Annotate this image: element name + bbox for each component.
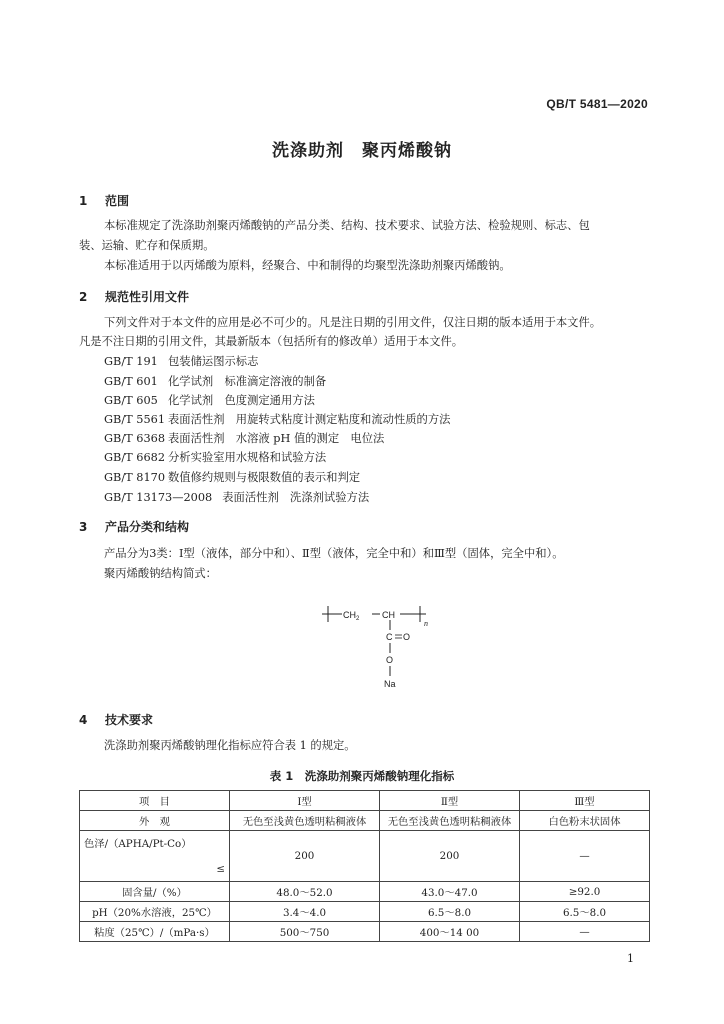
- s3-paragraph-1: 产品分为3类：Ⅰ型（液体，部分中和）、Ⅱ型（液体，完全中和）和Ⅲ型（固体，完全中和）。: [104, 547, 564, 560]
- row-value: 48.0～52.0: [230, 882, 380, 902]
- page-number: 1: [627, 952, 634, 965]
- header-item: 项 目: [80, 791, 230, 811]
- table-row: [80, 882, 650, 902]
- document-title: 洗涤助剂 聚丙烯酸钠: [272, 141, 452, 161]
- row-value: 白色粉末状固体: [520, 811, 650, 831]
- reference-item: GB/T 5561 表面活性剂 用旋转式粘度计测定粘度和流动性质的方法: [104, 413, 451, 426]
- section-1-heading: 1 范围: [79, 194, 130, 208]
- row-value: 43.0～47.0: [380, 882, 520, 902]
- row-value: 6.5～8.0: [380, 902, 520, 922]
- formula-n: n: [424, 619, 428, 628]
- row-value: ≥92.0: [520, 882, 650, 902]
- row-value: —: [520, 831, 650, 882]
- s1-paragraph-1-line-1: 本标准规定了洗涤助剂聚丙烯酸钠的产品分类、结构、技术要求、试验方法、检验规则、标志、包: [104, 219, 590, 232]
- formula-ch2: $CH_2$: [343, 610, 360, 622]
- formula-na: Na: [384, 679, 396, 689]
- row-value: 3.4～4.0: [230, 902, 380, 922]
- spec-table: [79, 790, 650, 942]
- table-header-row: [80, 791, 650, 811]
- s4-paragraph: 洗涤助剂聚丙烯酸钠理化指标应符合表 1 的规定。: [104, 739, 356, 752]
- row-value: 6.5～8.0: [520, 902, 650, 922]
- reference-item: GB/T 13173—2008 表面活性剂 洗涤剂试验方法: [104, 491, 370, 504]
- reference-item: GB/T 605 化学试剂 色度测定通用方法: [104, 394, 315, 407]
- table-row: [80, 922, 650, 942]
- row-value: 500～750: [230, 922, 380, 942]
- reference-item: GB/T 8170 数值修约规则与极限数值的表示和判定: [104, 471, 361, 484]
- header-type-1: Ⅰ型: [230, 791, 380, 811]
- header-type-2: Ⅱ型: [380, 791, 520, 811]
- table-row: [80, 902, 650, 922]
- formula-ch: CH: [382, 610, 395, 620]
- row-value: 无色至浅黄色透明粘稠液体: [380, 811, 520, 831]
- reference-item: GB/T 601 化学试剂 标准滴定溶液的制备: [104, 375, 327, 388]
- table-caption: 表 1 洗涤助剂聚丙烯酸钠理化指标: [269, 769, 455, 783]
- structural-formula: [318, 598, 438, 698]
- table-row: [80, 811, 650, 831]
- s1-paragraph-1-line-2: 装、运输、贮存和保质期。: [79, 239, 215, 252]
- row-value: —: [520, 922, 650, 942]
- section-2-heading: 2 规范性引用文件: [79, 290, 190, 304]
- row-item: pH（20%水溶液，25℃）: [80, 902, 230, 922]
- row-value: 无色至浅黄色透明粘稠液体: [230, 811, 380, 831]
- reference-item: GB/T 191 包装储运图示标志: [104, 355, 259, 368]
- s1-paragraph-2: 本标准适用于以丙烯酸为原料，经聚合、中和制得的均聚型洗涤助剂聚丙烯酸钠。: [104, 259, 511, 272]
- row-item: 色泽/（APHA/Pt-Co） ≤: [80, 831, 230, 882]
- row-value: 200: [380, 831, 520, 882]
- row-item: 粘度（25℃）/（mPa·s）: [80, 922, 230, 942]
- s2-paragraph-line-1: 下列文件对于本文件的应用是必不可少的。凡是注日期的引用文件，仅注日期的版本适用于本文件。: [104, 316, 602, 329]
- row-item: 固含量/（%）: [80, 882, 230, 902]
- section-4-heading: 4 技术要求: [79, 713, 154, 727]
- table-row: [80, 831, 650, 882]
- section-3-heading: 3 产品分类和结构: [79, 520, 190, 534]
- row-item: 外 观: [80, 811, 230, 831]
- s2-paragraph-line-2: 凡是不注日期的引用文件，其最新版本（包括所有的修改单）适用于本文件。: [79, 335, 464, 348]
- reference-item: GB/T 6682 分析实验室用水规格和试验方法: [104, 451, 327, 464]
- formula-o: O: [386, 655, 394, 665]
- header-type-3: Ⅲ型: [520, 791, 650, 811]
- formula-c: C: [386, 632, 393, 642]
- standard-number: QB/T 5481—2020: [546, 97, 648, 111]
- formula-o-double: O: [403, 632, 411, 642]
- row-value: 400～14 00: [380, 922, 520, 942]
- reference-item: GB/T 6368 表面活性剂 水溶液 pH 值的测定 电位法: [104, 432, 385, 445]
- row-value: 200: [230, 831, 380, 882]
- s3-paragraph-2: 聚丙烯酸钠结构简式：: [104, 567, 217, 580]
